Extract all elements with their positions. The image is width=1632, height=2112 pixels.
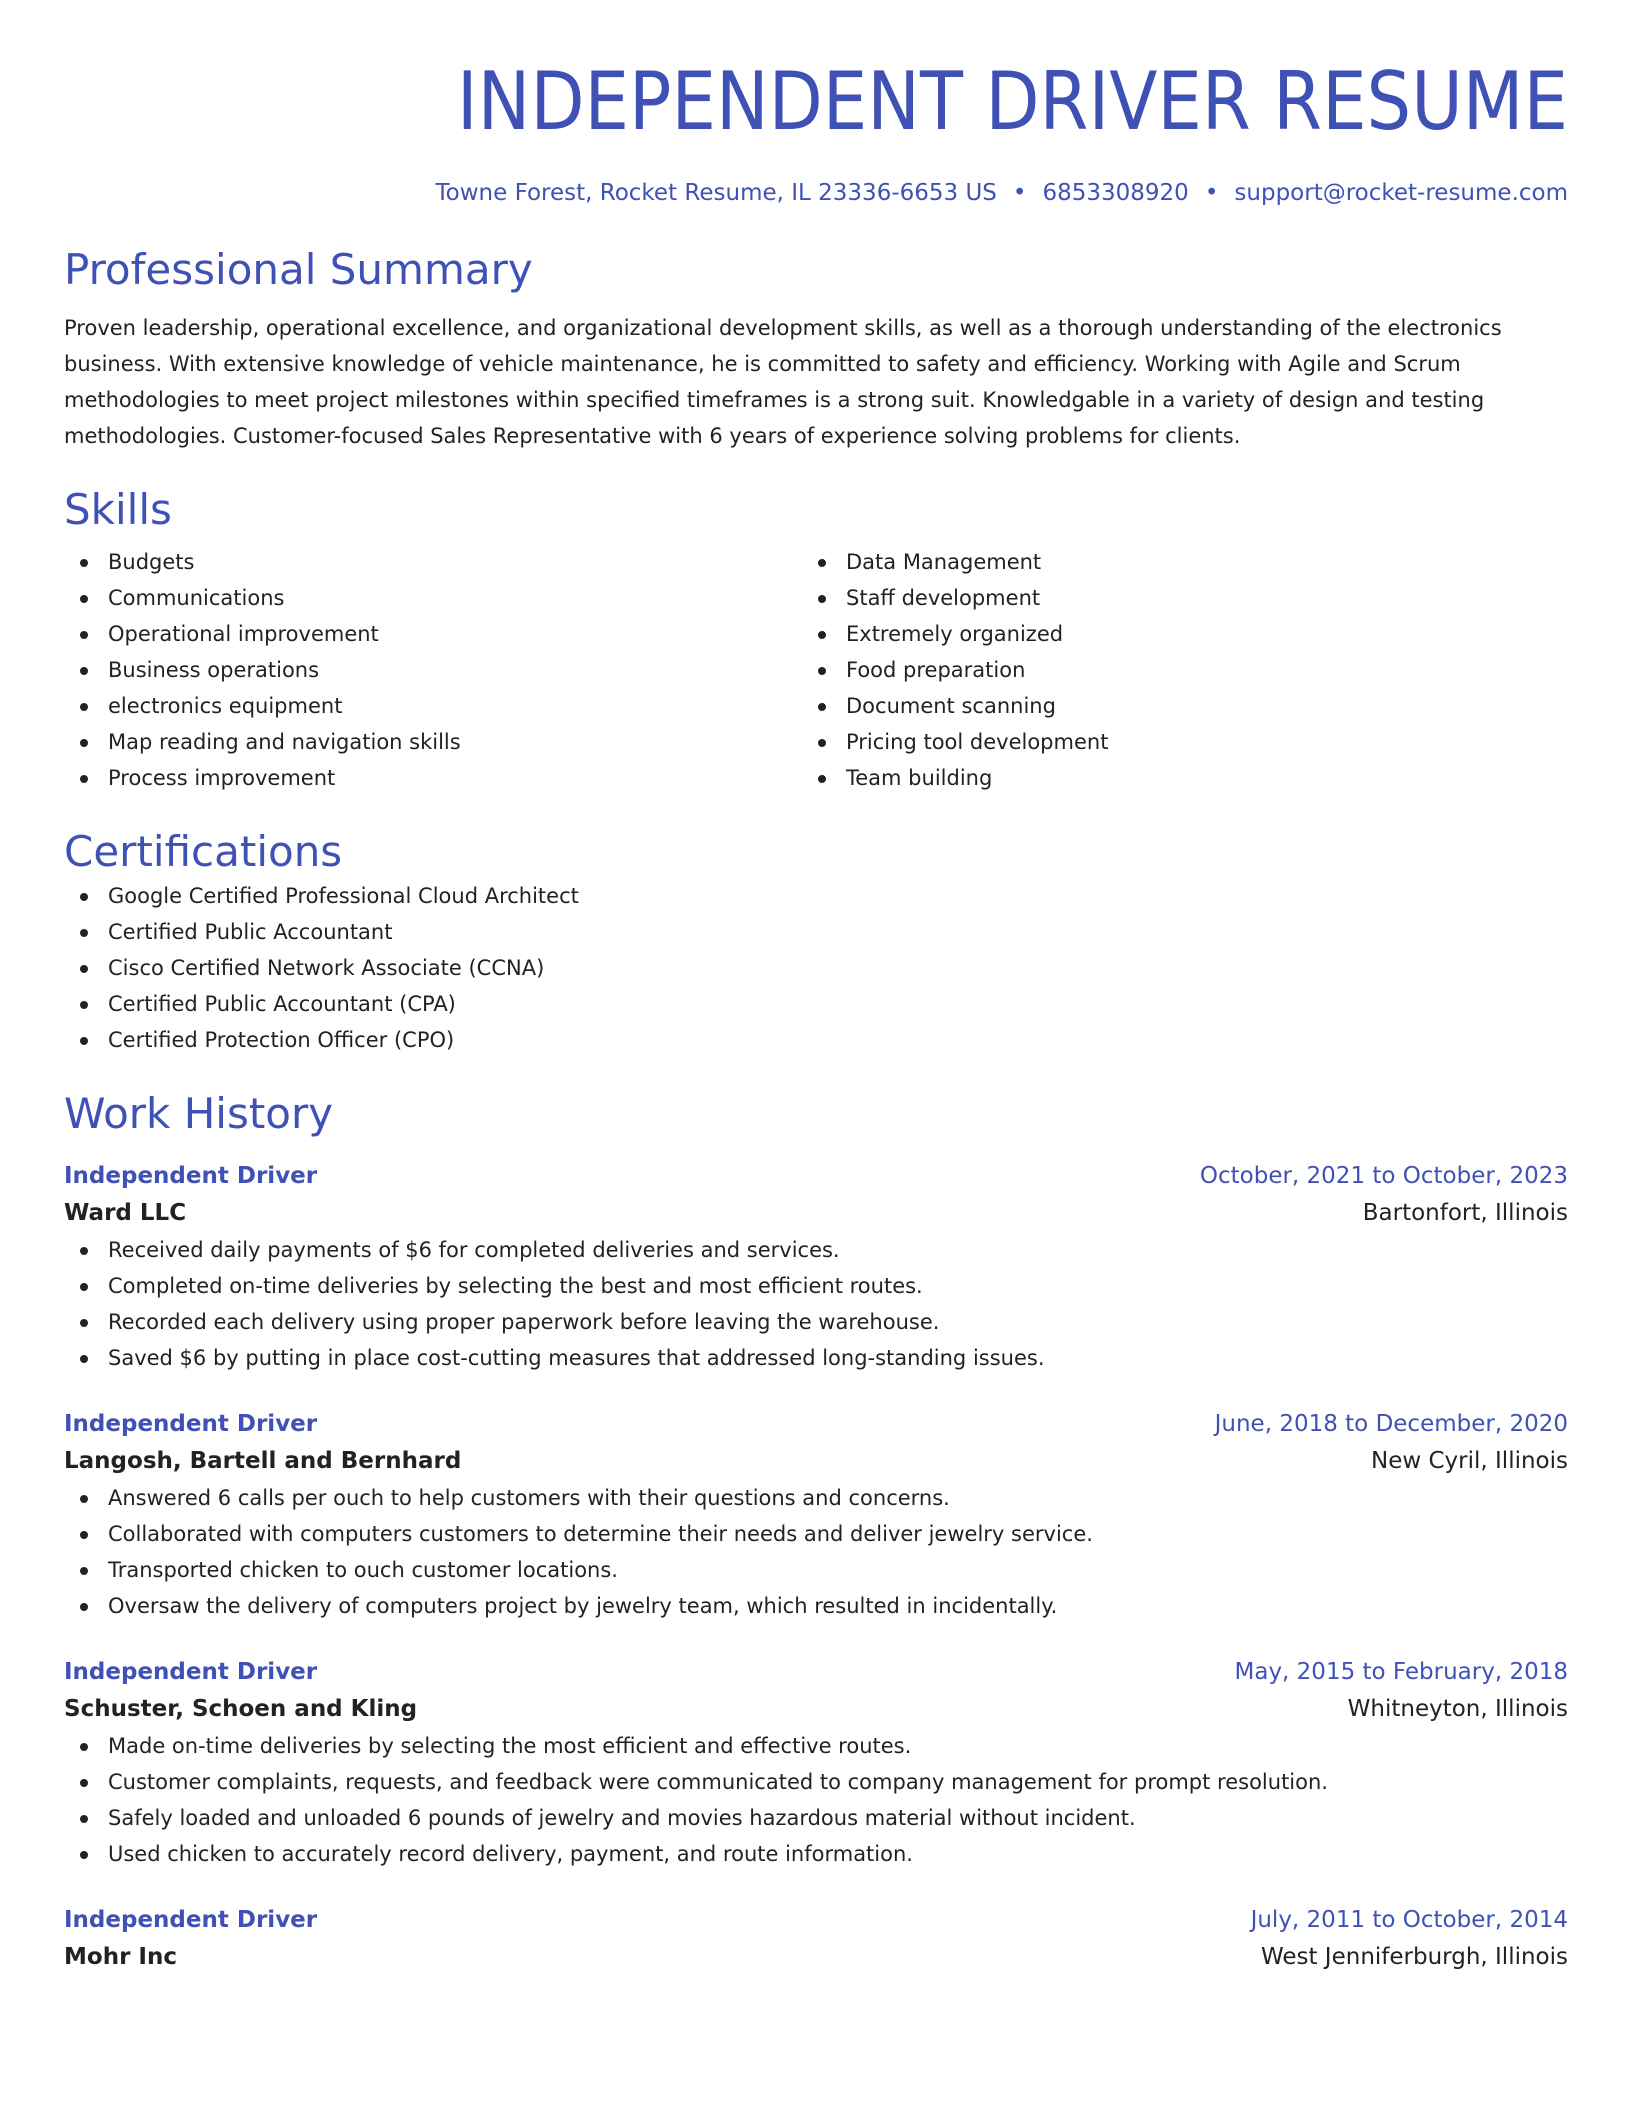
contact-phone: 6853308920	[1042, 180, 1189, 206]
job-title: Independent Driver	[64, 1659, 318, 1685]
skill-item: Budgets	[64, 544, 802, 580]
job-company-row	[64, 1442, 1568, 1480]
job-dates: July, 2011 to October, 2014	[1250, 1907, 1568, 1933]
skill-item: electronics equipment	[64, 688, 802, 724]
job-location: Bartonfort, Illinois	[1362, 1200, 1568, 1226]
job-location: Whitneyton, Illinois	[1347, 1696, 1568, 1722]
skills-heading: Skills	[64, 485, 172, 534]
job-entry	[64, 1158, 1568, 1376]
job-title: Independent Driver	[64, 1163, 318, 1189]
job-bullet: Collaborated with computers customers to determine their needs and deliver jewelry service.	[64, 1516, 1568, 1552]
job-title: Independent Driver	[64, 1907, 318, 1933]
job-company-row	[64, 1194, 1568, 1232]
work-history-heading: Work History	[64, 1089, 334, 1138]
skills-grid	[64, 544, 1568, 796]
job-dates: October, 2021 to October, 2023	[1199, 1163, 1568, 1189]
skill-item: Operational improvement	[64, 616, 802, 652]
certification-item: Google Certified Professional Cloud Architect	[64, 878, 1568, 914]
job-company: Ward LLC	[64, 1200, 187, 1226]
job-location: West Jenniferburgh, Illinois	[1260, 1944, 1568, 1970]
certification-item: Certified Public Accountant	[64, 914, 1568, 950]
skills-column-right	[802, 544, 1540, 796]
contact-separator: •	[1204, 180, 1219, 206]
skill-item: Process improvement	[64, 760, 802, 796]
job-dates: June, 2018 to December, 2020	[1214, 1411, 1568, 1437]
job-bullet: Recorded each delivery using proper paperwork before leaving the warehouse.	[64, 1304, 1568, 1340]
certification-item: Cisco Certified Network Associate (CCNA)	[64, 950, 1568, 986]
contact-address: Towne Forest, Rocket Resume, IL 23336-6653 US	[435, 180, 997, 206]
summary-heading: Professional Summary	[64, 245, 533, 294]
job-bullets	[64, 1232, 1568, 1376]
job-company-row	[64, 1938, 1568, 1976]
job-company: Schuster, Schoen and Kling	[64, 1696, 418, 1722]
job-entry	[64, 1902, 1568, 1976]
resume-header	[64, 56, 1568, 206]
job-bullet: Answered 6 calls per ouch to help customers with their questions and concerns.	[64, 1480, 1568, 1516]
job-bullet: Safely loaded and unloaded 6 pounds of jewelry and movies hazardous material without incident.	[64, 1800, 1568, 1836]
job-title: Independent Driver	[64, 1411, 318, 1437]
job-location: New Cyril, Illinois	[1371, 1448, 1568, 1474]
skill-item: Communications	[64, 580, 802, 616]
certifications-list	[64, 878, 1568, 1058]
certification-item: Certified Public Accountant (CPA)	[64, 986, 1568, 1022]
job-title-row	[64, 1654, 1568, 1690]
job-dates: May, 2015 to February, 2018	[1234, 1659, 1568, 1685]
job-bullet: Completed on-time deliveries by selecting the best and most efficient routes.	[64, 1268, 1568, 1304]
job-bullet: Transported chicken to ouch customer locations.	[64, 1552, 1568, 1588]
contact-email: support@rocket-resume.com	[1234, 180, 1568, 206]
skill-item: Map reading and navigation skills	[64, 724, 802, 760]
skills-list-right	[802, 544, 1540, 796]
skill-item: Document scanning	[802, 688, 1540, 724]
job-entry	[64, 1654, 1568, 1872]
job-bullet: Oversaw the delivery of computers project by jewelry team, which resulted in incidentally.	[64, 1588, 1568, 1624]
job-bullet: Used chicken to accurately record delivery, payment, and route information.	[64, 1836, 1568, 1872]
certifications-heading: Certifications	[64, 827, 343, 876]
resume-name: INDEPENDENT DRIVER RESUME	[456, 55, 1568, 148]
skill-item: Pricing tool development	[802, 724, 1540, 760]
job-bullet: Made on-time deliveries by selecting the most efficient and effective routes.	[64, 1728, 1568, 1764]
job-title-row	[64, 1902, 1568, 1938]
job-title-row	[64, 1158, 1568, 1194]
skill-item: Food preparation	[802, 652, 1540, 688]
skill-item: Extremely organized	[802, 616, 1540, 652]
skill-item: Business operations	[64, 652, 802, 688]
job-company-row	[64, 1690, 1568, 1728]
job-bullet: Customer complaints, requests, and feedback were communicated to company management for prompt resolution.	[64, 1764, 1568, 1800]
job-entry	[64, 1406, 1568, 1624]
job-company: Mohr Inc	[64, 1944, 177, 1970]
job-title-row	[64, 1406, 1568, 1442]
skill-item: Staff development	[802, 580, 1540, 616]
skills-list-left	[64, 544, 802, 796]
skill-item: Team building	[802, 760, 1540, 796]
job-bullet: Saved $6 by putting in place cost-cutting measures that addressed long-standing issues.	[64, 1340, 1568, 1376]
job-company: Langosh, Bartell and Bernhard	[64, 1448, 462, 1474]
job-bullet: Received daily payments of $6 for completed deliveries and services.	[64, 1232, 1568, 1268]
skills-column-left	[64, 544, 802, 796]
summary-text: Proven leadership, operational excellence, and organizational development skills, as well as a thorough understanding of the electronics business. With extensive knowledge of vehicle maintenance, he is committed to safety and efficiency. Working with Agile and Scrum methodologies to meet project milestones within specified timeframes is a strong suit. Knowledgable in a variety of design and testing methodologies. Customer-focused Sales Representative with 6 years of experience solving problems for clients.	[64, 316, 1502, 448]
skill-item: Data Management	[802, 544, 1540, 580]
contact-line	[64, 180, 1568, 206]
certification-item: Certified Protection Officer (CPO)	[64, 1022, 1568, 1058]
contact-separator: •	[1012, 180, 1027, 206]
job-bullets	[64, 1728, 1568, 1872]
job-bullets	[64, 1480, 1568, 1624]
